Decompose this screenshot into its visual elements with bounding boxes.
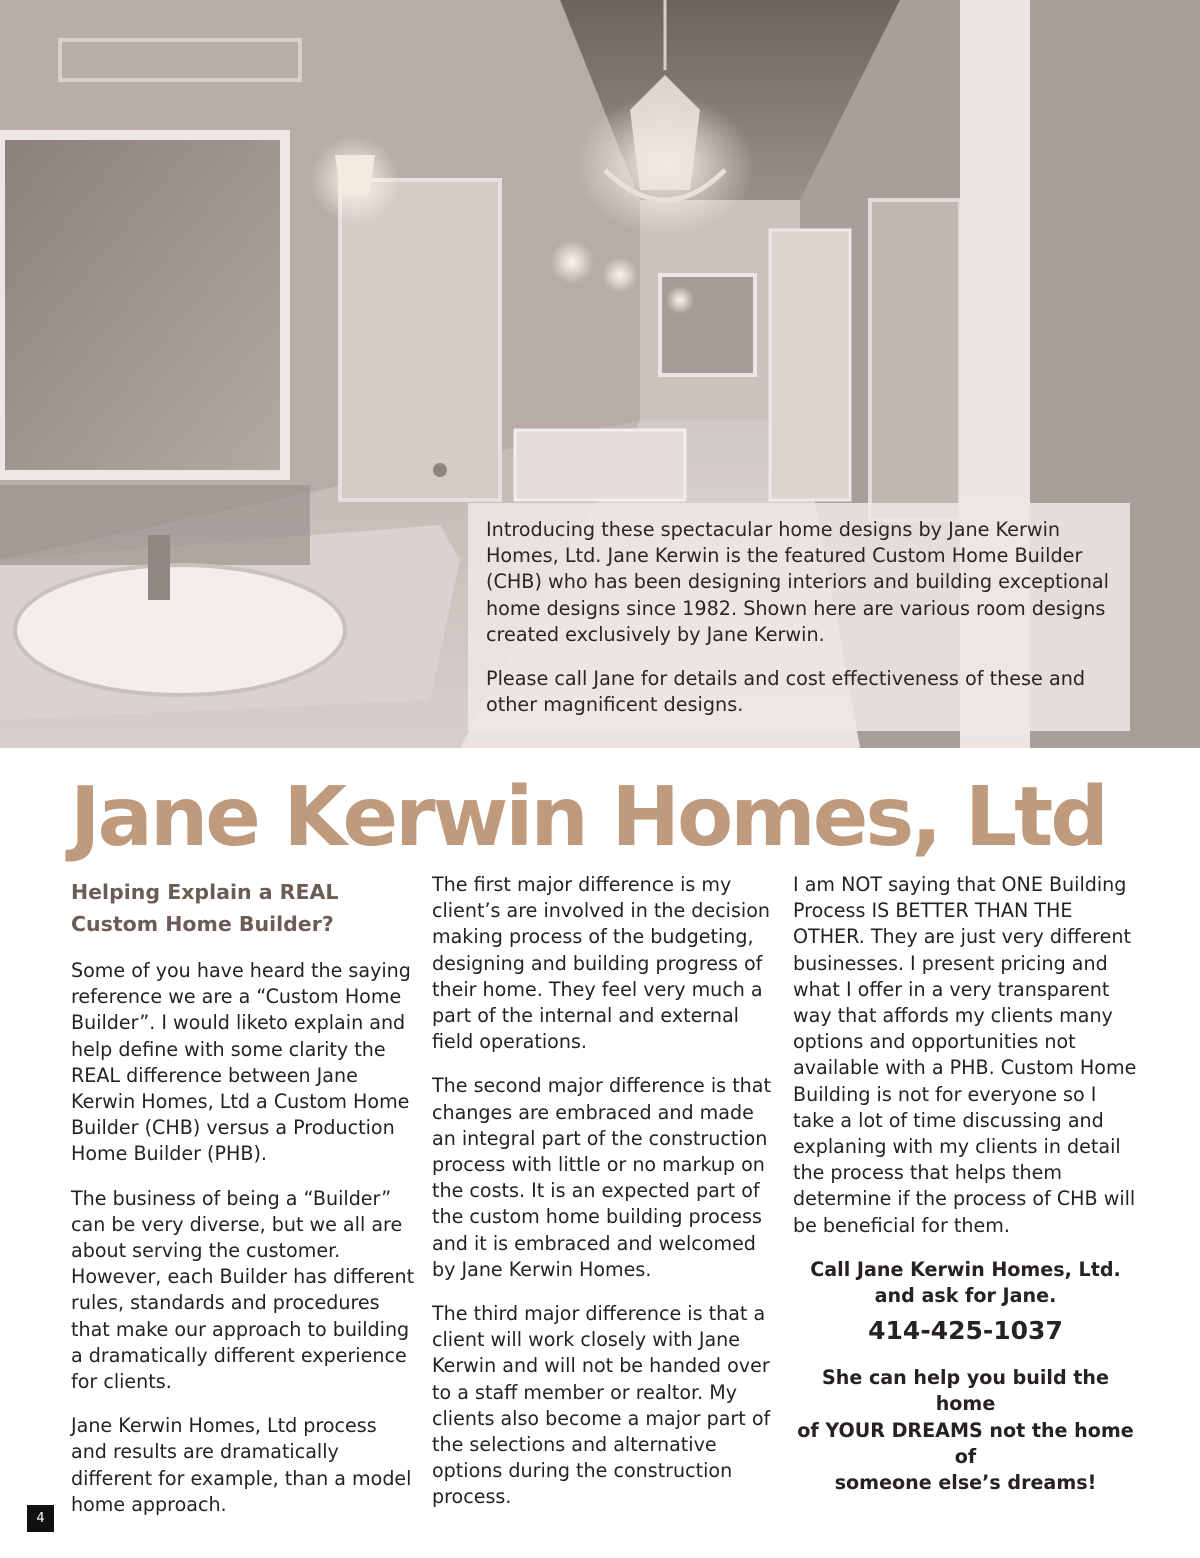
call-to-action — [793, 1257, 1138, 1496]
page-number: 4 — [27, 1505, 54, 1532]
phone-number[interactable]: 414-425-1037 — [868, 1316, 1063, 1346]
column-1 — [71, 876, 416, 1536]
intro-caption-box — [468, 503, 1130, 731]
tagline-line-1: She can help you build the home — [822, 1366, 1109, 1416]
linen-cabinet — [770, 230, 850, 500]
call-line-2: and ask for Jane. — [874, 1284, 1057, 1308]
body-paragraph: The business of being a “Builder” can be very diverse, but we all are about serving the customer. However, each Builder has different rules, standards and procedures that make our approach to building a dramatically different experience for clients. — [71, 1186, 415, 1394]
sconce — [335, 155, 375, 195]
intro-call-text: Please call Jane for details and cost effectiveness of these and other magnificent designs. — [486, 667, 1086, 717]
mirror-left — [0, 135, 285, 475]
body-paragraph: Jane Kerwin Homes, Ltd process and results are dramatically different for example, than a model home approach. — [71, 1414, 412, 1516]
body-paragraph: The second major difference is that changes are embraced and made an integral part of the construction process with little or no markup on the costs. It is an expected part of the custom home building process and it is embraced and welcomed by Jane Kerwin Homes. — [432, 1074, 771, 1281]
column-2 — [432, 872, 780, 1529]
subhead — [71, 876, 416, 940]
subhead-line-1: Helping Explain a REAL — [71, 880, 339, 904]
sink-basin — [15, 565, 345, 695]
subhead-line-2: Custom Home Builder? — [71, 912, 334, 936]
tagline-line-2: of YOUR DREAMS not the home of — [797, 1418, 1134, 1468]
hero-bathroom-photo — [0, 0, 1200, 748]
faucet — [148, 535, 170, 600]
body-paragraph: The first major difference is my client’s are involved in the decision making process of the budgeting, designing and building progress of their home. They feel very much a part of the internal and external field operations. — [432, 873, 770, 1054]
body-paragraph: I am NOT saying that ONE Building Process IS BETTER THAN THE OTHER. They are just very different businesses. I present pricing and what I offer in a very transparent way that affords my clients many options and opportunities not available with a PHB. Custom Home Building is not for everyone so I take a lot of time discussing and explaning with my clients in detail the process that helps them determine if the process of CHB will be beneficial for them. — [793, 873, 1137, 1237]
page-title: Jane Kerwin Homes, Ltd — [70, 770, 1106, 865]
call-line-1: Call Jane Kerwin Homes, Ltd. — [810, 1257, 1121, 1281]
door — [340, 180, 500, 500]
intro-caption-text: Introducing these spectacular home designs by Jane Kerwin Homes, Ltd. Jane Kerwin is the featured Custom Home Builder (CHB) who has been designing interiors and building exceptional home designs since 1982. Shown here are various room designs created exclusively by Jane Kerwin. — [486, 518, 1110, 646]
tagline-line-3: someone else’s dreams! — [834, 1471, 1097, 1495]
column-3 — [793, 872, 1138, 1496]
body-paragraph: Some of you have heard the saying reference we are a “Custom Home Builder”. I would liketo explain and help define with some clarity the REAL difference between Jane Kerwin Homes, Ltd a Custom Home Builder (CHB) versus a Production Home Builder (PHB). — [71, 959, 411, 1166]
body-paragraph: The third major difference is that a client will work closely with Jane Kerwin and will not be handed over to a staff member or realtor. My clients also become a major part of the selections and alternative options during the construction process. — [432, 1302, 771, 1509]
